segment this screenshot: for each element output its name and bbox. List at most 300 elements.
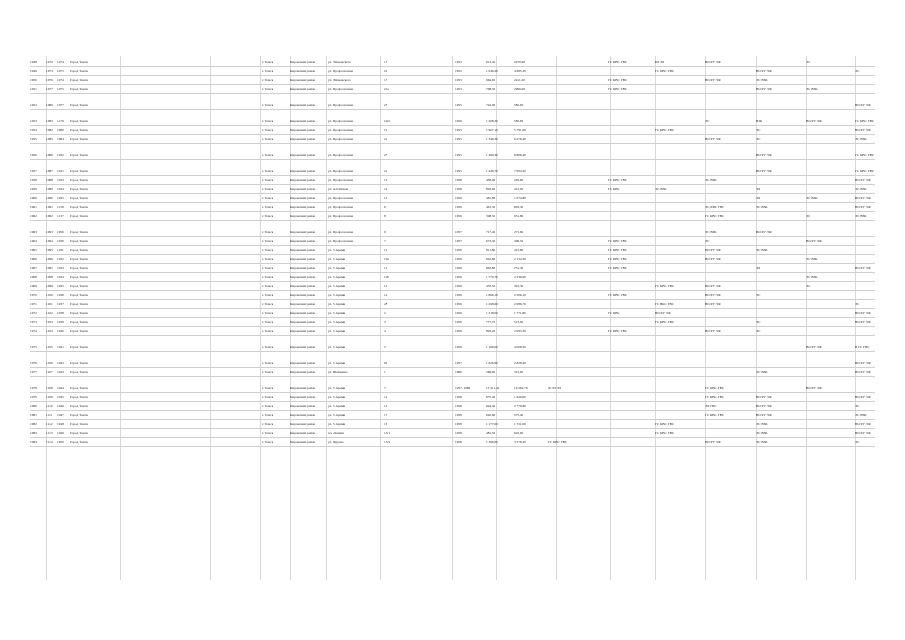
cell-area: 481,50 [486, 432, 496, 436]
cell-area: 458,00 [486, 179, 496, 183]
cell-cost: 2 506,10 [514, 294, 526, 298]
cell-district: Кировский район [290, 276, 316, 280]
cell-a: 1971 [30, 303, 37, 307]
cell-k4: ВО РУ ЭФ [756, 88, 772, 92]
cell-c: 1941 [57, 346, 64, 350]
cell-k3: ВО РУ ЭФ [705, 303, 721, 307]
cell-district: Кировский район [290, 294, 316, 298]
cell-k4: ЭС ВЗК [756, 249, 768, 253]
cell-district: Кировский район [290, 249, 316, 253]
cell-area: 893,20 [486, 330, 496, 334]
cell-year: 1957 [455, 231, 462, 235]
cell-b: 1087 [46, 170, 53, 174]
cell-cost: 585,60 [514, 120, 524, 124]
cell-c: 1934 [57, 276, 64, 280]
cell-year: 1956 [455, 312, 462, 316]
cell-street: ул. Эйхеевского [328, 79, 351, 83]
cell-city: г. Томск [262, 432, 274, 436]
cell-cost: 751,30 [514, 267, 524, 271]
cell-street: ул. 5 Армии [328, 387, 346, 391]
cell-cost: 1 721,00 [514, 423, 526, 427]
cell-area: 1 866,10 [486, 294, 498, 298]
cell-district: Кировский район [290, 206, 316, 210]
cell-district: Кировский район [290, 188, 316, 192]
cell-area: 569,60 [486, 371, 496, 375]
cell-city: г. Томск [262, 197, 274, 201]
cell-c: 1930 [57, 240, 64, 244]
cell-district: Кировский район [290, 396, 316, 400]
cell-name: Город Томск [70, 396, 88, 400]
cell-c: 1937 [57, 303, 64, 307]
cell-street: ул. Профсоюзная [328, 154, 353, 158]
cell-name: Город Томск [70, 371, 88, 375]
cell-a: 1953 [30, 120, 37, 124]
table-row [30, 203, 875, 212]
cell-k3: ВО РУ ЭФ [705, 61, 721, 65]
cell-street: ул. Профсоюзная [328, 170, 353, 174]
cell-district: Кировский район [290, 387, 316, 391]
cell-b: 1077 [46, 88, 53, 92]
cell-k5: ЭС [806, 61, 811, 65]
cell-street: ул. Профсоюзная [328, 197, 353, 201]
cell-house: 10а [384, 258, 389, 262]
cell-k4: ЭС ВЗК [756, 206, 768, 210]
cell-b: 1112 [46, 423, 53, 427]
cell-k2: ГС КВС ГВС [655, 432, 675, 436]
cell-b: 1102 [46, 312, 53, 316]
cell-street: ул. 5 Армии [328, 303, 346, 307]
cell-year: 1955 [455, 170, 462, 174]
cell-street: ул. 5 Армии [328, 276, 346, 280]
cell-city: г. Томск [262, 104, 274, 108]
cell-k6: ГС КВС ГВС [855, 170, 875, 174]
cell-k4: ВО РУ ЭФ [756, 405, 772, 409]
cell-name: Город Томск [70, 441, 88, 445]
cell-c: 1945 [57, 396, 64, 400]
cell-k4: ВО РУ ЭФ [756, 70, 772, 74]
cell-c: 1084 [57, 138, 64, 142]
cell-c: 1938 [57, 312, 64, 316]
cell-street: ул. Профсоюзная [328, 129, 353, 133]
cell-k4: ЭС [756, 294, 761, 298]
cell-area: 893,60 [486, 188, 496, 192]
cell-city: г. Томск [262, 70, 274, 74]
table-row [30, 58, 875, 67]
table-row [30, 94, 875, 110]
cell-city: г. Томск [262, 371, 274, 375]
cell-house: 16 [384, 423, 388, 427]
cell-house: 28 [384, 303, 388, 307]
cell-k3: ЭС ВЗК [705, 231, 717, 235]
cell-city: г. Томск [262, 120, 274, 124]
cell-district: Кировский район [290, 303, 316, 307]
cell-a: 1984 [30, 441, 37, 445]
cell-k4: ЭС [756, 330, 761, 334]
cell-street: ул. 5 Армии [328, 249, 346, 253]
cell-c: 1074 [57, 79, 64, 83]
cell-c: 1950 [57, 441, 64, 445]
cell-k2: ГС КВС ГВС [655, 321, 675, 325]
cell-a: 1981 [30, 414, 37, 418]
cell-cost: 2 093,30 [514, 330, 526, 334]
cell-b: 1086 [46, 154, 53, 158]
cell-c: 1943 [57, 371, 64, 375]
cell-b: 1095 [46, 249, 53, 253]
cell-a: 1968 [30, 276, 37, 280]
cell-k6: ЭС ВЗК [855, 138, 867, 142]
cell-cost: 603,30 [514, 206, 524, 210]
cell-a: 1954 [30, 129, 37, 133]
cell-b: 1098 [46, 276, 53, 280]
cell-b: 1109 [46, 396, 53, 400]
cell-extra: Ф ЭЛ ЭЛ [548, 387, 562, 391]
cell-area: 664,00 [486, 79, 496, 83]
table-row [30, 264, 875, 273]
cell-k4: ЭС [756, 138, 761, 142]
cell-year: 1956 [455, 346, 462, 350]
cell-k5: ЭС ВЗК [806, 276, 818, 280]
cell-c: 1179 [57, 120, 64, 124]
cell-c: 1932 [57, 258, 64, 262]
cell-year: 1956 [455, 206, 462, 210]
cell-city: г. Томск [262, 294, 274, 298]
cell-a: 1963 [30, 231, 37, 235]
table-row [30, 327, 875, 336]
cell-house: 15/2 [384, 441, 391, 445]
cell-k5: ЭС ВЗК [806, 258, 818, 262]
cell-c: 1932 [57, 154, 64, 158]
cell-c: 1946 [57, 405, 64, 409]
cell-k6: ВО РУ ЭФ [855, 362, 871, 366]
cell-cost: 3 578,20 [514, 441, 526, 445]
cell-cost: 2 770,80 [514, 405, 526, 409]
cell-district: Кировский район [290, 267, 316, 271]
cell-k6: ВО РУ ЭФ [855, 371, 871, 375]
cell-name: Город Томск [70, 231, 88, 235]
cell-a: 1967 [30, 267, 37, 271]
cell-name: Город Томск [70, 170, 88, 174]
cell-city: г. Томск [262, 249, 274, 253]
cell-district: Кировский район [290, 432, 316, 436]
cell-house: 6 [384, 206, 386, 210]
cell-area: 481,80 [486, 197, 496, 201]
cell-city: г. Томск [262, 231, 274, 235]
cell-house: 25 [384, 104, 388, 108]
cell-a: 1973 [30, 321, 37, 325]
table-row [30, 212, 875, 221]
table-row [30, 273, 875, 282]
cell-name: Город Томск [70, 330, 88, 334]
cell-district: Кировский район [290, 154, 316, 158]
cell-b: 1092 [46, 215, 53, 219]
cell-city: г. Томск [262, 423, 274, 427]
table-row [30, 420, 875, 429]
cell-b: 1091 [46, 206, 53, 210]
cell-k6: ВО РУ ЭФ [855, 129, 871, 133]
cell-year: 1958 [455, 405, 462, 409]
cell-k1: ГС КВС ГВС [608, 88, 628, 92]
cell-b: 1096 [46, 258, 53, 262]
cell-a: 1959 [30, 188, 37, 192]
cell-house: 16 [384, 179, 388, 183]
cell-a: 1960 [30, 197, 37, 201]
cell-cost: 2470,90 [514, 61, 526, 65]
cell-k3: ВО РУ ЭФ [705, 285, 721, 289]
cell-k2: ГС КВС ГВС [655, 285, 675, 289]
cell-k1: ГС КВС ГВС [608, 79, 628, 83]
cell-a: 1975 [30, 346, 37, 350]
cell-area: 1 177,00 [486, 423, 498, 427]
cell-k1: ГС КВС ГВС [608, 267, 628, 271]
cell-a: 1957 [30, 170, 37, 174]
cell-a: 1949 [30, 70, 37, 74]
cell-k6: ВО РУ ЭФ [855, 179, 871, 183]
cell-area: 1 349,30 [486, 138, 498, 142]
cell-b: 1105 [46, 346, 53, 350]
cell-district: Кировский район [290, 104, 316, 108]
cell-year: 1956 [455, 197, 462, 201]
cell-c: 1074 [57, 61, 64, 65]
cell-k5: ЭС [806, 215, 811, 219]
cell-district: Кировский район [290, 70, 316, 74]
cell-k4: ЭС ВЗК [756, 79, 768, 83]
cell-street: ул. 5 Армии [328, 330, 346, 334]
cell-k3: ВО РУ ЭФ [705, 330, 721, 334]
cell-district: Кировский район [290, 330, 316, 334]
cell-c: 1939 [57, 321, 64, 325]
cell-district: Кировский район [290, 240, 316, 244]
cell-b: 1090 [46, 197, 53, 201]
cell-house: 19/2 [384, 120, 391, 124]
cell-city: г. Томск [262, 61, 274, 65]
cell-a: 1972 [30, 312, 37, 316]
cell-area: 863,80 [486, 267, 496, 271]
cell-a: 1979 [30, 396, 37, 400]
table-row [30, 429, 875, 438]
cell-city: г. Томск [262, 405, 274, 409]
cell-k4: ЭС ВЗК [756, 432, 768, 436]
cell-name: Город Томск [70, 240, 88, 244]
cell-year: 1956 [455, 294, 462, 298]
cell-house: 21 [384, 170, 388, 174]
cell-cost: 8 806,40 [514, 154, 526, 158]
cell-house: 15/1 [384, 432, 391, 436]
cell-city: г. Томск [262, 258, 274, 262]
cell-k1: ГС КВС ГВС [608, 179, 628, 183]
cell-cost: 2 134,30 [514, 258, 526, 262]
cell-year: 1956 [455, 285, 462, 289]
cell-district: Кировский район [290, 138, 316, 142]
cell-c: 1936 [57, 294, 64, 298]
cell-district: Кировский район [290, 197, 316, 201]
cell-year: 1956 [455, 303, 462, 307]
cell-city: г. Томск [262, 179, 274, 183]
cell-k6: ЭС ВЗК [855, 215, 867, 219]
cell-street: ул. Профсоюзная [328, 88, 353, 92]
cell-k3: ВО РУ ЭФ [705, 441, 721, 445]
table-row [30, 237, 875, 246]
cell-street: ул. Профсоюзная [328, 70, 353, 74]
cell-area: 744,00 [486, 104, 496, 108]
cell-street: ул. Профсоюзная [328, 138, 353, 142]
cell-city: г. Томск [262, 362, 274, 366]
cell-area: 644,40 [486, 405, 496, 409]
cell-cost: 6 276,40 [514, 138, 526, 142]
cell-house: 15 [384, 414, 388, 418]
cell-a: 1976 [30, 362, 37, 366]
cell-c: 1944 [57, 387, 64, 391]
cell-street: ул. Профсоюзная [328, 206, 353, 210]
cell-cost: 16 292,70 [514, 387, 528, 391]
cell-k2: ГС КВС ГВС [655, 423, 675, 427]
cell-k4: ЭЛ [756, 188, 761, 192]
cell-city: г. Томск [262, 188, 274, 192]
cell-k2: ГС КВС ГВС [655, 129, 675, 133]
cell-city: г. Томск [262, 441, 274, 445]
cell-year: 1956 [455, 321, 462, 325]
cell-a: 1952 [30, 104, 37, 108]
table-row [30, 300, 875, 309]
cell-b: 1100 [46, 294, 53, 298]
cell-k3: ВО РУ ЭФ [705, 79, 721, 83]
cell-b: 1080 [46, 104, 53, 108]
cell-cost: 4 008,50 [514, 346, 526, 350]
cell-district: Кировский район [290, 371, 316, 375]
cell-name: Город Томск [70, 285, 88, 289]
cell-district: Кировский район [290, 79, 316, 83]
cell-house: 21 [384, 138, 388, 142]
cell-cost: 415,80 [514, 249, 524, 253]
cell-house: 2 [384, 312, 386, 316]
cell-k1: ГС КВС [608, 188, 620, 192]
cell-a: 1948 [30, 61, 37, 65]
cell-name: Город Томск [70, 206, 88, 210]
cell-year: 1956 [455, 120, 462, 124]
cell-city: г. Томск [262, 88, 274, 92]
cell-year: 1952 [455, 70, 462, 74]
table-row [30, 221, 875, 237]
table-row [30, 185, 875, 194]
cell-b: 1072 [46, 61, 53, 65]
cell-c: 1948 [57, 423, 64, 427]
cell-area: 1 208,30 [486, 120, 498, 124]
cell-cost: 396,50 [514, 240, 524, 244]
cell-city: г. Томск [262, 129, 274, 133]
table-row [30, 377, 875, 393]
cell-district: Кировский район [290, 321, 316, 325]
cell-k6: В ГС ГВС [855, 346, 870, 350]
cell-cost: 2 086,70 [514, 303, 526, 307]
cell-c: 1077 [57, 104, 64, 108]
cell-k4: ЭС [756, 129, 761, 133]
cell-k3: ВО РУ ЭФ [705, 258, 721, 262]
cell-street: ул. Эйхеевского [328, 61, 351, 65]
cell-name: Город Томск [70, 104, 88, 108]
cell-area: 613,40 [486, 61, 496, 65]
cell-year: 1953 [455, 88, 462, 92]
cell-street: ул. 5 Армии [328, 414, 346, 418]
cell-district: Кировский район [290, 120, 316, 124]
cell-name: Город Томск [70, 61, 88, 65]
cell-district: Кировский район [290, 215, 316, 219]
cell-district: Кировский район [290, 362, 316, 366]
cell-k3: ЭЛ ГВС [705, 405, 717, 409]
cell-k5: ВО РУ ЭФ [806, 346, 822, 350]
cell-b: 1104 [46, 330, 53, 334]
cell-street: пл. Ленина [328, 432, 344, 436]
cell-b: 1088 [46, 179, 53, 183]
cell-c: 1931 [57, 170, 64, 174]
cell-house: 4 [384, 330, 386, 334]
cell-extra: ГС КВС ГВС [548, 441, 568, 445]
cell-c: 1136 [57, 206, 64, 210]
cell-area: 777,70 [486, 321, 496, 325]
cell-k3: ЭС [705, 240, 710, 244]
cell-cost: 2 828,40 [514, 362, 526, 366]
cell-street: ул. Алтайская [328, 188, 349, 192]
cell-city: г. Томск [262, 396, 274, 400]
cell-name: Город Томск [70, 249, 88, 253]
cell-k4: ВЗК [756, 120, 763, 124]
cell-city: г. Томск [262, 387, 274, 391]
table-row [30, 85, 875, 94]
cell-k1: ГС КВС ГВС [608, 240, 628, 244]
cell-a: 1982 [30, 423, 37, 427]
cell-k6: ГС КВС ГВС [855, 120, 875, 124]
cell-k4: ЭЛ [756, 267, 761, 271]
cell-street: ул. 5 Армии [328, 405, 346, 409]
cell-b: 1073 [46, 70, 53, 74]
cell-a: 1964 [30, 240, 37, 244]
cell-area: 1 046,20 [486, 70, 498, 74]
cell-city: г. Томск [262, 346, 274, 350]
cell-a: 1978 [30, 387, 37, 391]
cell-area: 1 318,00 [486, 312, 498, 316]
cell-area: 717,40 [486, 231, 496, 235]
cell-b: 1106 [46, 362, 53, 366]
cell-name: Город Томск [70, 88, 88, 92]
cell-k4: ВО РУ ЭФ [756, 396, 772, 400]
cell-k6: ЭС [855, 441, 860, 445]
table-row [30, 67, 875, 76]
cell-name: Город Томск [70, 303, 88, 307]
cell-year: 1956 [455, 249, 462, 253]
cell-name: Город Томск [70, 276, 88, 280]
cell-k3: ЭС ВЗК [705, 179, 717, 183]
cell-year: 1955 [455, 154, 462, 158]
cell-b: 1085 [46, 138, 53, 142]
table-row [30, 135, 875, 144]
cell-c: 1935 [57, 197, 64, 201]
cell-year: 1960 [455, 371, 462, 375]
cell-name: Город Томск [70, 294, 88, 298]
cell-city: г. Томск [262, 154, 274, 158]
cell-name: Город Томск [70, 432, 88, 436]
cell-a: 1966 [30, 258, 37, 262]
cell-house: 11 [384, 267, 388, 271]
cell-c: 1950 [57, 231, 64, 235]
cell-city: г. Томск [262, 414, 274, 418]
cell-k6: ЭС [855, 70, 860, 74]
cell-k6: ВО РУ ЭФ [855, 423, 871, 427]
cell-street: ул. 5 Армии [328, 346, 346, 350]
table-row [30, 144, 875, 160]
table-row [30, 76, 875, 85]
cell-b: 1114 [46, 441, 53, 445]
cell-cost: 582,00 [514, 104, 524, 108]
cell-area: 1 189,00 [486, 346, 498, 350]
cell-house: 23 [384, 154, 388, 158]
